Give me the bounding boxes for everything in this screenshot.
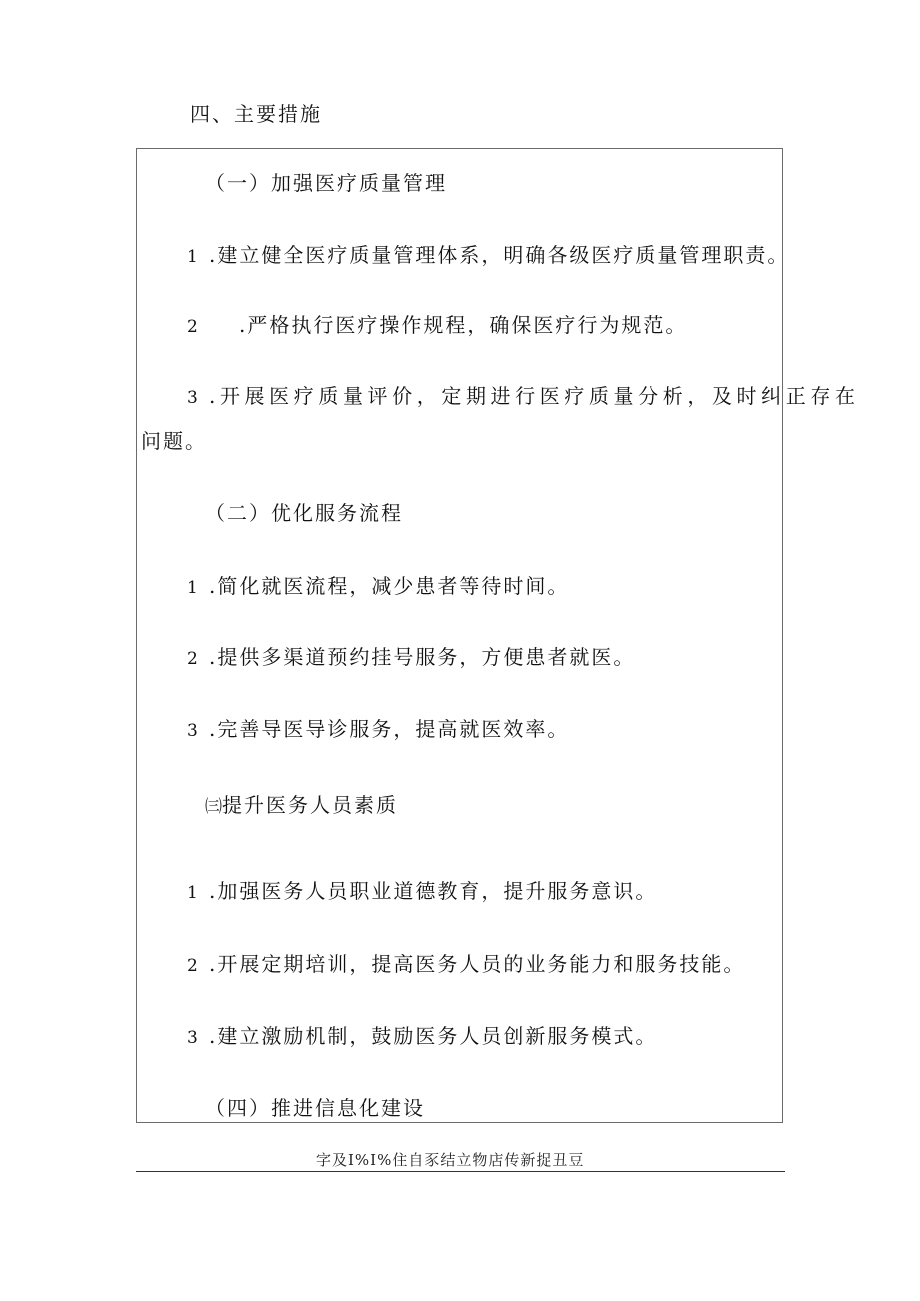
- list-item: [187, 877, 657, 907]
- item-text: .加强医务人员职业道德教育，提升服务意识。: [209, 879, 658, 903]
- item-number: 2: [187, 649, 198, 669]
- item-text: .开展医疗质量评价，定期进行医疗质量分析，及时纠正存在: [209, 384, 860, 408]
- section-title-quality: （一）加强医疗质量管理: [205, 171, 447, 195]
- item-number: 3: [187, 388, 198, 408]
- section-number: ㈢: [205, 797, 222, 817]
- item-number: 2: [187, 956, 198, 976]
- list-item: [187, 241, 789, 271]
- list-item: [187, 643, 635, 673]
- footer-divider: [136, 1171, 785, 1172]
- footer-text: 字及I%I%住自豕结立物店传新捉丑豆: [316, 1151, 585, 1169]
- item-number: 1: [187, 883, 198, 903]
- list-item: [187, 382, 860, 412]
- item-number: 3: [187, 721, 198, 741]
- item-text: .建立激励机制，鼓励医务人员创新服务模式。: [209, 1024, 658, 1048]
- list-item: [187, 1022, 657, 1052]
- list-item: [187, 572, 569, 602]
- item-text: .简化就医流程，减少患者等待时间。: [209, 574, 570, 598]
- section-title-text: 提升医务人员素质: [222, 793, 398, 817]
- item-text: .建立健全医疗质量管理体系，明确各级医疗质量管理职责。: [209, 243, 790, 267]
- list-item: [187, 950, 745, 980]
- item-text: .严格执行医疗操作规程，确保医疗行为规范。: [239, 313, 688, 337]
- item-text: .开展定期培训，提高医务人员的业务能力和服务技能。: [209, 952, 746, 976]
- section-title-staff: [205, 791, 398, 821]
- item-text: .完善导医导诊服务，提高就医效率。: [209, 717, 570, 741]
- page-heading: 四、主要措施: [190, 102, 322, 126]
- item-number: 3: [187, 1028, 198, 1048]
- section-title-service: （二）优化服务流程: [205, 501, 403, 525]
- item-number: 1: [187, 247, 198, 267]
- item-text: .提供多渠道预约挂号服务，方便患者就医。: [209, 645, 636, 669]
- list-item: [187, 715, 569, 745]
- item-text-continuation: 问题。: [141, 429, 207, 453]
- list-item: [187, 311, 687, 341]
- section-title-it: （四）推进信息化建设: [205, 1096, 425, 1120]
- item-number: 1: [187, 578, 198, 598]
- measures-box: [136, 148, 860, 1123]
- item-number: 2: [187, 317, 198, 337]
